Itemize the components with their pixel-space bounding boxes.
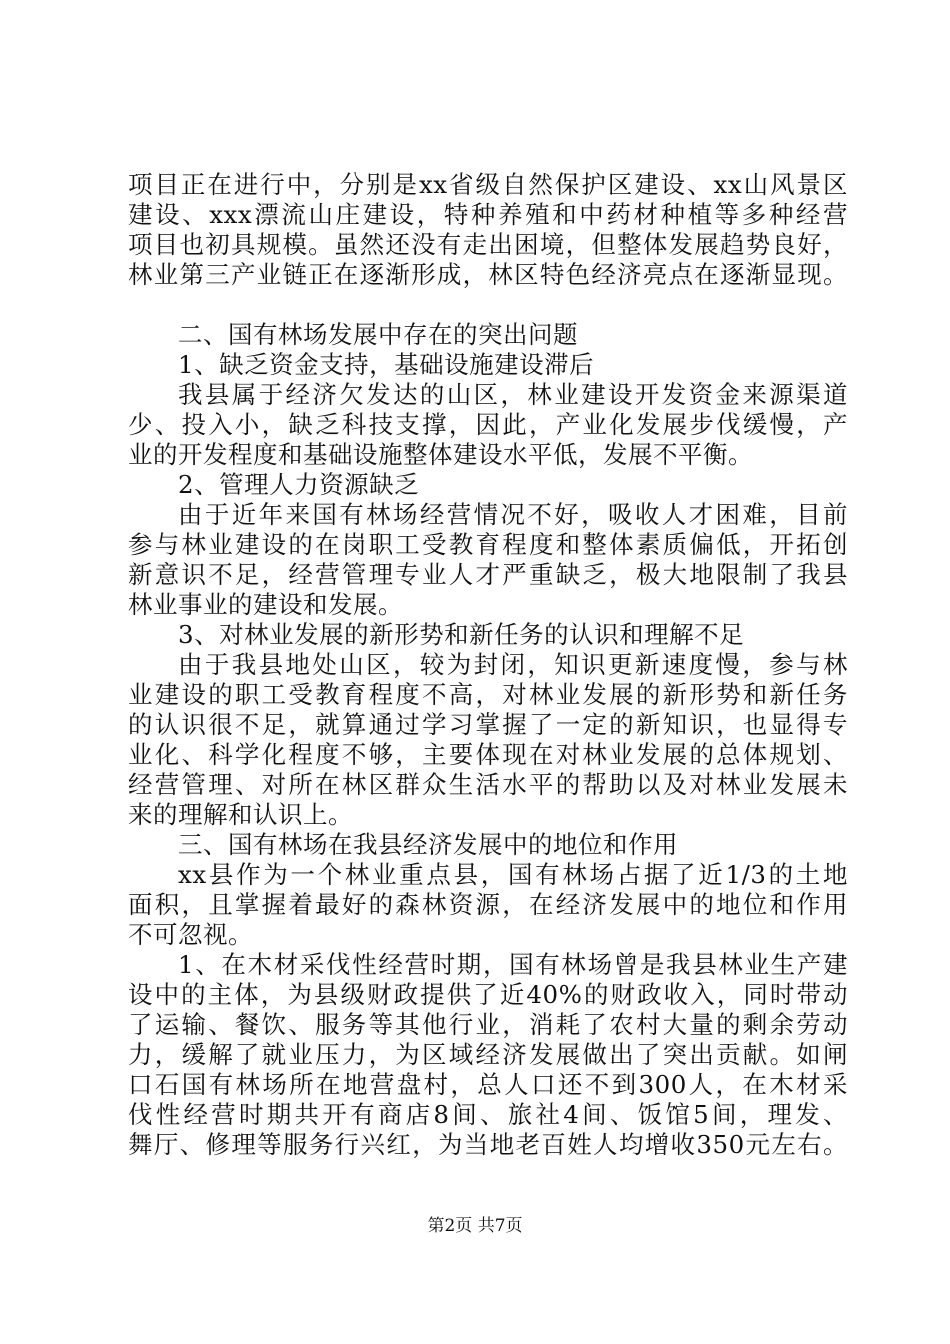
- paragraph-line: 参与林业建设的在岗职工受教育程度和整体素质偏低，开拓创: [128, 530, 848, 559]
- paragraph-line: 业的开发程度和基础设施整体建设水平低，发展不平衡。: [128, 440, 753, 469]
- paragraph-line: 林业事业的建设和发展。: [128, 590, 403, 619]
- page-footer: 第2页 共7页: [427, 1216, 523, 1236]
- section-heading: 三、国有林场在我县经济发展中的地位和作用: [178, 830, 678, 859]
- paragraph-line: 项目正在进行中，分别是xx省级自然保护区建设、xx山风景区: [128, 170, 848, 199]
- subsection-heading: 3、对林业发展的新形势和新任务的认识和理解不足: [178, 620, 745, 649]
- paragraph-line: 来的理解和认识上。: [128, 800, 353, 829]
- paragraph-line: 我县属于经济欠发达的山区，林业建设开发资金来源渠道: [178, 380, 848, 409]
- subsection-heading: 1、缺乏资金支持，基础设施建设滞后: [178, 350, 595, 379]
- paragraph-line: 业建设的职工受教育程度不高，对林业发展的新形势和新任务: [128, 680, 848, 709]
- paragraph-line: 由于我县地处山区，较为封闭，知识更新速度慢，参与林: [178, 650, 848, 679]
- paragraph-line: 1、在木材采伐性经营时期，国有林场曾是我县林业生产建: [178, 950, 848, 979]
- paragraph-line: 力，缓解了就业压力，为区域经济发展做出了突出贡献。如闸: [128, 1040, 848, 1069]
- paragraph-line: 面积，且掌握着最好的森林资源，在经济发展中的地位和作用: [128, 890, 848, 919]
- paragraph-line: 舞厅、修理等服务行兴红，为当地老百姓人均增收350元左右。: [128, 1130, 848, 1159]
- paragraph-line: 建设、xxx漂流山庄建设，特种养殖和中药材种植等多种经营: [128, 200, 848, 229]
- paragraph-line: 伐性经营时期共开有商店8间、旅社4间、饭馆5间，理发、: [128, 1100, 848, 1129]
- document-body: [128, 170, 848, 1160]
- paragraph-line: 经营管理、对所在林区群众生活水平的帮助以及对林业发展未: [128, 770, 848, 799]
- paragraph-line: 新意识不足，经营管理专业人才严重缺乏，极大地限制了我县: [128, 560, 848, 589]
- paragraph-line: 不可忽视。: [128, 920, 253, 949]
- paragraph-line: 设中的主体，为县级财政提供了近40%的财政收入，同时带动: [128, 980, 848, 1009]
- paragraph-line: 的认识很不足，就算通过学习掌握了一定的新知识，也显得专: [128, 710, 848, 739]
- paragraph-line: 口石国有林场所在地营盘村，总人口还不到300人，在木材采: [128, 1070, 848, 1099]
- paragraph-line: xx县作为一个林业重点县，国有林场占据了近1/3的土地: [178, 860, 848, 889]
- paragraph-line: 林业第三产业链正在逐渐形成，林区特色经济亮点在逐渐显现。: [128, 260, 848, 289]
- paragraph-line: 业化、科学化程度不够，主要体现在对林业发展的总体规划、: [128, 740, 848, 769]
- subsection-heading: 2、管理人力资源缺乏: [178, 470, 420, 499]
- paragraph-gap: [128, 290, 848, 320]
- paragraph-line: 少、投入小，缺乏科技支撑，因此，产业化发展步伐缓慢，产: [128, 410, 848, 439]
- paragraph-line: 由于近年来国有林场经营情况不好，吸收人才困难，目前: [178, 500, 848, 529]
- paragraph-line: 了运输、餐饮、服务等其他行业，消耗了农村大量的剩余劳动: [128, 1010, 848, 1039]
- section-heading: 二、国有林场发展中存在的突出问题: [178, 320, 578, 349]
- paragraph-line: 项目也初具规模。虽然还没有走出困境，但整体发展趋势良好，: [128, 230, 848, 259]
